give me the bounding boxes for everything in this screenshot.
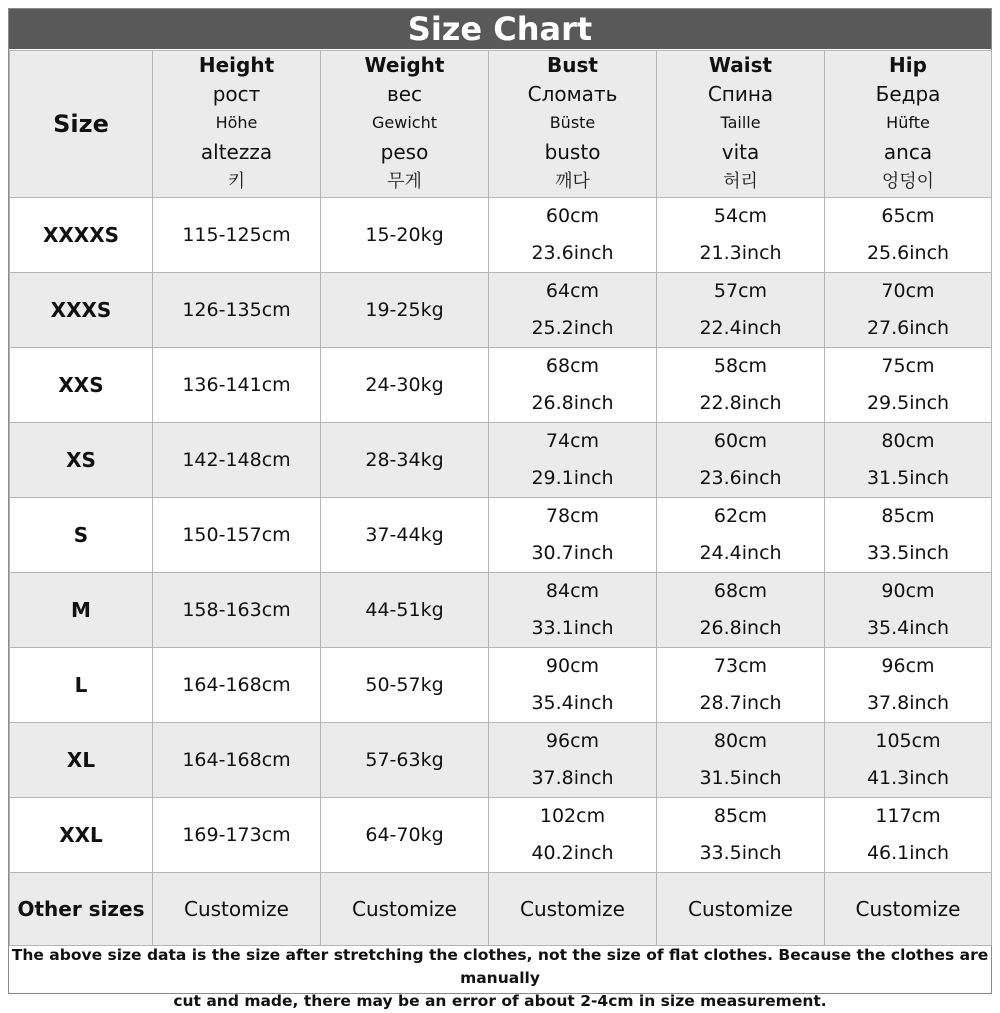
bust-value-cm: 64cm — [545, 280, 600, 302]
hip-value-inch: 35.4inch — [866, 617, 950, 639]
hip-value-cm: 75cm — [881, 355, 935, 377]
size-label: XXL — [10, 798, 153, 873]
hip-value-inch: 41.3inch — [866, 767, 950, 789]
waist-value-inch: 24.4inch — [699, 542, 782, 564]
bust-value-inch: 40.2inch — [531, 842, 614, 864]
hip-value — [825, 273, 992, 348]
waist-value-inch: 22.4inch — [699, 317, 782, 339]
header-size: Size — [10, 51, 153, 198]
header-height-ru: рост — [212, 82, 261, 106]
header-row — [10, 51, 992, 198]
bust-value-inch: 35.4inch — [531, 692, 614, 714]
table-row — [10, 648, 992, 723]
bust-value-inch: 29.1inch — [531, 467, 614, 489]
weight-value: 37-44kg — [321, 498, 489, 573]
waist-value — [657, 273, 825, 348]
hip-value-inch: 46.1inch — [866, 842, 950, 864]
table-row — [10, 573, 992, 648]
size-label: XL — [10, 723, 153, 798]
height-value: 136-141cm — [153, 348, 321, 423]
weight-value: 19-25kg — [321, 273, 489, 348]
header-hip-it: anca — [883, 140, 933, 164]
waist-value-cm: 80cm — [713, 730, 768, 752]
bust-value — [489, 348, 657, 423]
height-value: 164-168cm — [153, 723, 321, 798]
height-value: 115-125cm — [153, 198, 321, 273]
header-bust-de: Büste — [549, 113, 596, 132]
table-row — [10, 348, 992, 423]
bust-value-cm: 96cm — [545, 730, 600, 752]
header-hip — [825, 51, 992, 198]
waist-value-cm: 62cm — [713, 505, 768, 527]
header-hip-ru: Бедра — [875, 82, 941, 106]
header-bust — [489, 51, 657, 198]
waist-value-inch: 28.7inch — [699, 692, 782, 714]
weight-value: 50-57kg — [321, 648, 489, 723]
header-height-en: Height — [198, 53, 275, 77]
bust-value-cm: 102cm — [539, 805, 606, 827]
header-waist-ko: 허리 — [723, 171, 758, 192]
header-hip-de: Hüfte — [886, 113, 930, 132]
table-row — [10, 498, 992, 573]
waist-value-inch: 21.3inch — [699, 242, 782, 264]
header-height-de: Höhe — [215, 113, 258, 132]
header-hip-ko: 엉덩이 — [881, 171, 935, 192]
hip-value — [825, 348, 992, 423]
header-weight-en: Weight — [364, 53, 445, 77]
table-row — [10, 423, 992, 498]
header-bust-ko: 깨다 — [555, 171, 590, 192]
size-table — [9, 50, 992, 946]
hip-value-cm: 117cm — [875, 805, 941, 827]
header-weight-ru: вес — [386, 82, 423, 106]
bust-value-inch: 30.7inch — [531, 542, 614, 564]
hip-value-inch: 29.5inch — [866, 392, 950, 414]
size-label: S — [10, 498, 153, 573]
hip-value — [825, 573, 992, 648]
size-chart — [8, 8, 992, 1010]
bust-value-inch: 37.8inch — [531, 767, 614, 789]
waist-value-inch: 26.8inch — [699, 617, 782, 639]
height-value: 169-173cm — [153, 798, 321, 873]
height-value: 142-148cm — [153, 423, 321, 498]
bust-value — [489, 423, 657, 498]
hip-value-cm: 80cm — [881, 430, 935, 452]
bust-value — [489, 198, 657, 273]
other-sizes-label: Other sizes — [10, 873, 153, 946]
height-value: 164-168cm — [153, 648, 321, 723]
header-bust-ru: Сломать — [527, 82, 618, 106]
weight-value: 28-34kg — [321, 423, 489, 498]
other-weight-value: Customize — [321, 873, 489, 946]
hip-value — [825, 423, 992, 498]
weight-value: 24-30kg — [321, 348, 489, 423]
header-bust-en: Bust — [547, 53, 598, 77]
header-height-it: altezza — [200, 140, 273, 164]
header-waist-ru: Спина — [707, 82, 774, 106]
header-weight — [321, 51, 489, 198]
size-note — [9, 942, 991, 1010]
table-row — [10, 273, 992, 348]
height-value: 158-163cm — [153, 573, 321, 648]
waist-value-cm: 68cm — [713, 580, 768, 602]
header-waist-en: Waist — [708, 53, 773, 77]
hip-value-cm: 65cm — [881, 205, 935, 227]
header-height — [153, 51, 321, 198]
bust-value-cm: 78cm — [545, 505, 600, 527]
hip-value-inch: 31.5inch — [866, 467, 950, 489]
header-waist-de: Taille — [720, 113, 761, 132]
bust-value-inch: 26.8inch — [531, 392, 614, 414]
hip-value-cm: 105cm — [875, 730, 941, 752]
header-height-ko: 키 — [227, 171, 246, 192]
waist-value-cm: 54cm — [713, 205, 768, 227]
waist-value-inch: 33.5inch — [699, 842, 782, 864]
hip-value-inch: 37.8inch — [866, 692, 950, 714]
header-bust-it: busto — [544, 140, 601, 164]
other-waist-value: Customize — [657, 873, 825, 946]
weight-value: 15-20kg — [321, 198, 489, 273]
table-row — [10, 798, 992, 873]
weight-value: 64-70kg — [321, 798, 489, 873]
header-waist — [657, 51, 825, 198]
header-weight-de: Gewicht — [372, 113, 437, 132]
waist-value — [657, 798, 825, 873]
waist-value-cm: 58cm — [713, 355, 768, 377]
note-line-2: cut and made, there may be an error of about 2-4cm in size measurement. — [173, 992, 827, 1010]
weight-value: 44-51kg — [321, 573, 489, 648]
table-row — [10, 723, 992, 798]
size-label: XS — [10, 423, 153, 498]
size-label: XXXS — [10, 273, 153, 348]
waist-value — [657, 723, 825, 798]
waist-value-inch: 23.6inch — [699, 467, 782, 489]
hip-value-inch: 27.6inch — [866, 317, 950, 339]
waist-value-cm: 57cm — [713, 280, 768, 302]
bust-value-cm: 74cm — [545, 430, 600, 452]
bust-value — [489, 648, 657, 723]
waist-value — [657, 498, 825, 573]
bust-value-inch: 25.2inch — [531, 317, 614, 339]
height-value: 150-157cm — [153, 498, 321, 573]
waist-value-cm: 60cm — [713, 430, 768, 452]
bust-value-inch: 33.1inch — [531, 617, 614, 639]
hip-value-inch: 25.6inch — [866, 242, 950, 264]
bust-value — [489, 573, 657, 648]
bust-value — [489, 498, 657, 573]
note-line-1: The above size data is the size after stretching the clothes, not the size of flat clothes. Because the clothes are manually — [11, 946, 989, 987]
height-value: 126-135cm — [153, 273, 321, 348]
hip-value — [825, 198, 992, 273]
bust-value-cm: 68cm — [545, 355, 600, 377]
header-waist-it: vita — [721, 140, 760, 164]
hip-value-cm: 70cm — [881, 280, 935, 302]
weight-value: 57-63kg — [321, 723, 489, 798]
hip-value-cm: 90cm — [881, 580, 935, 602]
chart-title: Size Chart — [9, 9, 991, 49]
other-hip-value: Customize — [825, 873, 992, 946]
bust-value — [489, 798, 657, 873]
waist-value-inch: 31.5inch — [699, 767, 782, 789]
header-hip-en: Hip — [889, 53, 927, 77]
waist-value — [657, 648, 825, 723]
hip-value-inch: 33.5inch — [866, 542, 950, 564]
waist-value — [657, 423, 825, 498]
waist-value-cm: 73cm — [713, 655, 768, 677]
header-weight-it: peso — [380, 140, 429, 164]
size-label: XXXXS — [10, 198, 153, 273]
bust-value — [489, 723, 657, 798]
waist-value — [657, 198, 825, 273]
waist-value — [657, 348, 825, 423]
waist-value-cm: 85cm — [713, 805, 768, 827]
hip-value-cm: 85cm — [881, 505, 935, 527]
bust-value — [489, 273, 657, 348]
bust-value-cm: 84cm — [545, 580, 600, 602]
size-label: XXS — [10, 348, 153, 423]
waist-value — [657, 573, 825, 648]
hip-value — [825, 723, 992, 798]
bust-value-inch: 23.6inch — [531, 242, 614, 264]
hip-value — [825, 798, 992, 873]
other-height-value: Customize — [153, 873, 321, 946]
other-bust-value: Customize — [489, 873, 657, 946]
size-label: L — [10, 648, 153, 723]
bust-value-cm: 90cm — [545, 655, 600, 677]
size-label: M — [10, 573, 153, 648]
bust-value-cm: 60cm — [545, 205, 600, 227]
waist-value-inch: 22.8inch — [699, 392, 782, 414]
other-sizes-row — [10, 873, 992, 946]
hip-value-cm: 96cm — [881, 655, 935, 677]
hip-value — [825, 498, 992, 573]
table-row — [10, 198, 992, 273]
hip-value — [825, 648, 992, 723]
header-weight-ko: 무게 — [387, 171, 422, 192]
